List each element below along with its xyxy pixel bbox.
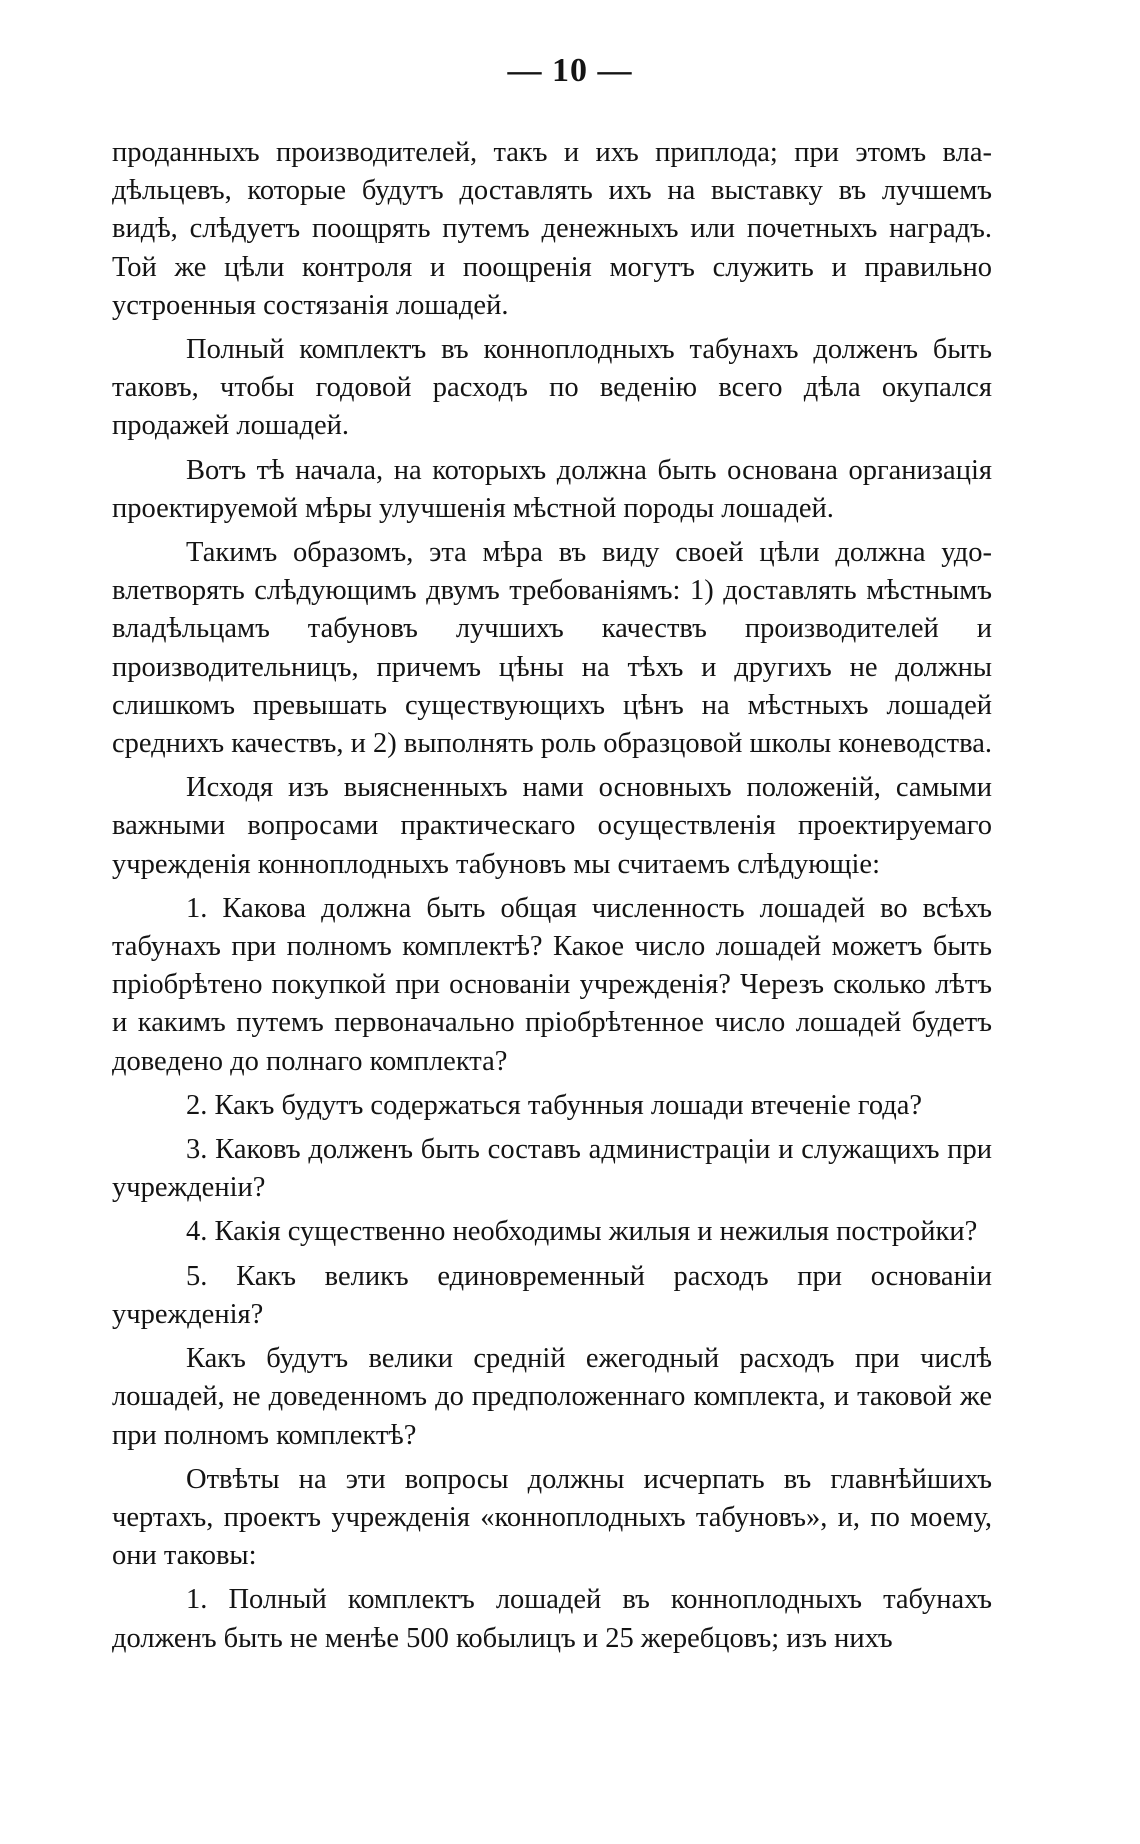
question-3: 3. Каковъ долженъ быть составъ администраціи и служащихъ при учрежденіи? xyxy=(112,1134,992,1204)
question-2: 2. Какъ будутъ содержаться табунныя лошади втеченіе года? xyxy=(186,1089,923,1121)
paragraph-3: Вотъ тѣ начала, на которыхъ должна быть основана организація проектируемой мѣры улучшенія мѣстной породы лошадей. xyxy=(112,454,992,524)
paragraph-7: Отвѣты на эти вопросы должны исчерпать въ главнѣйшихъ чертахъ, проектъ учрежденія «конноплодныхъ табуновъ», и, по моему, они таковы: xyxy=(112,1463,992,1572)
paragraph-2: Полный комплектъ въ конноплодныхъ табунахъ долженъ быть таковъ, чтобы годовой расходъ по веденію всего дѣла окупался продажей лошадей. xyxy=(112,334,992,442)
question-5: 5. Какъ великъ единовременный расходъ при основаніи учрежденія? xyxy=(112,1260,992,1330)
paragraph-4: Такимъ образомъ, эта мѣра въ виду своей цѣли должна удовлетворять слѣдующимъ двумъ требованіямъ: 1) доставлять мѣстнымъ владѣльцамъ табуновъ лучшихъ качествъ производителей и производительницъ, причемъ цѣны на тѣхъ и другихъ не должны слишкомъ превышать существующихъ цѣнъ на мѣстныхъ лошадей среднихъ качествъ, и 2) выполнять роль образцовой школы коневодства. xyxy=(112,537,992,760)
body-text xyxy=(112,134,992,1664)
question-1: 1. Какова должна быть общая численность лошадей во всѣхъ табунахъ при полномъ комплектѣ? Какое число лошадей можетъ быть пріобрѣтено покупкой при основаніи учрежденія? Черезъ сколько лѣтъ и какимъ путемъ первоначально пріобрѣтенное число лошадей будетъ доведено до полнаго комплекта? xyxy=(112,892,992,1077)
question-4: 4. Какія существенно необходимы жилыя и нежилыя постройки? xyxy=(186,1216,978,1248)
paragraph-6: Какъ будутъ велики средній ежегодный расходъ при числѣ лошадей, не доведенномъ до предположеннаго комплекта, и таковой же при полномъ комплектѣ? xyxy=(112,1343,992,1451)
paragraph-5: Исходя изъ выясненныхъ нами основныхъ положеній, самыми важными вопросами практическаго осуществленія проектируемаго учрежденія конноплодныхъ табуновъ мы считаемъ слѣдующіе: xyxy=(112,772,992,880)
page-number: — 10 — xyxy=(507,52,633,89)
answer-1: 1. Полный комплектъ лошадей въ конноплодныхъ табунахъ долженъ быть не менѣе 500 кобылицъ и 25 жеребцовъ; изъ нихъ xyxy=(112,1584,992,1654)
paragraph-1: проданныхъ производителей, такъ и ихъ приплода; при этомъ владѣльцевъ, которые будутъ доставлять ихъ на выставку въ лучшемъ видѣ, слѣдуетъ поощрять путемъ денежныхъ или почетныхъ наградъ. Той же цѣли контроля и поощренія могутъ служить и правильно устроенныя состязанія лошадей. xyxy=(112,137,992,321)
